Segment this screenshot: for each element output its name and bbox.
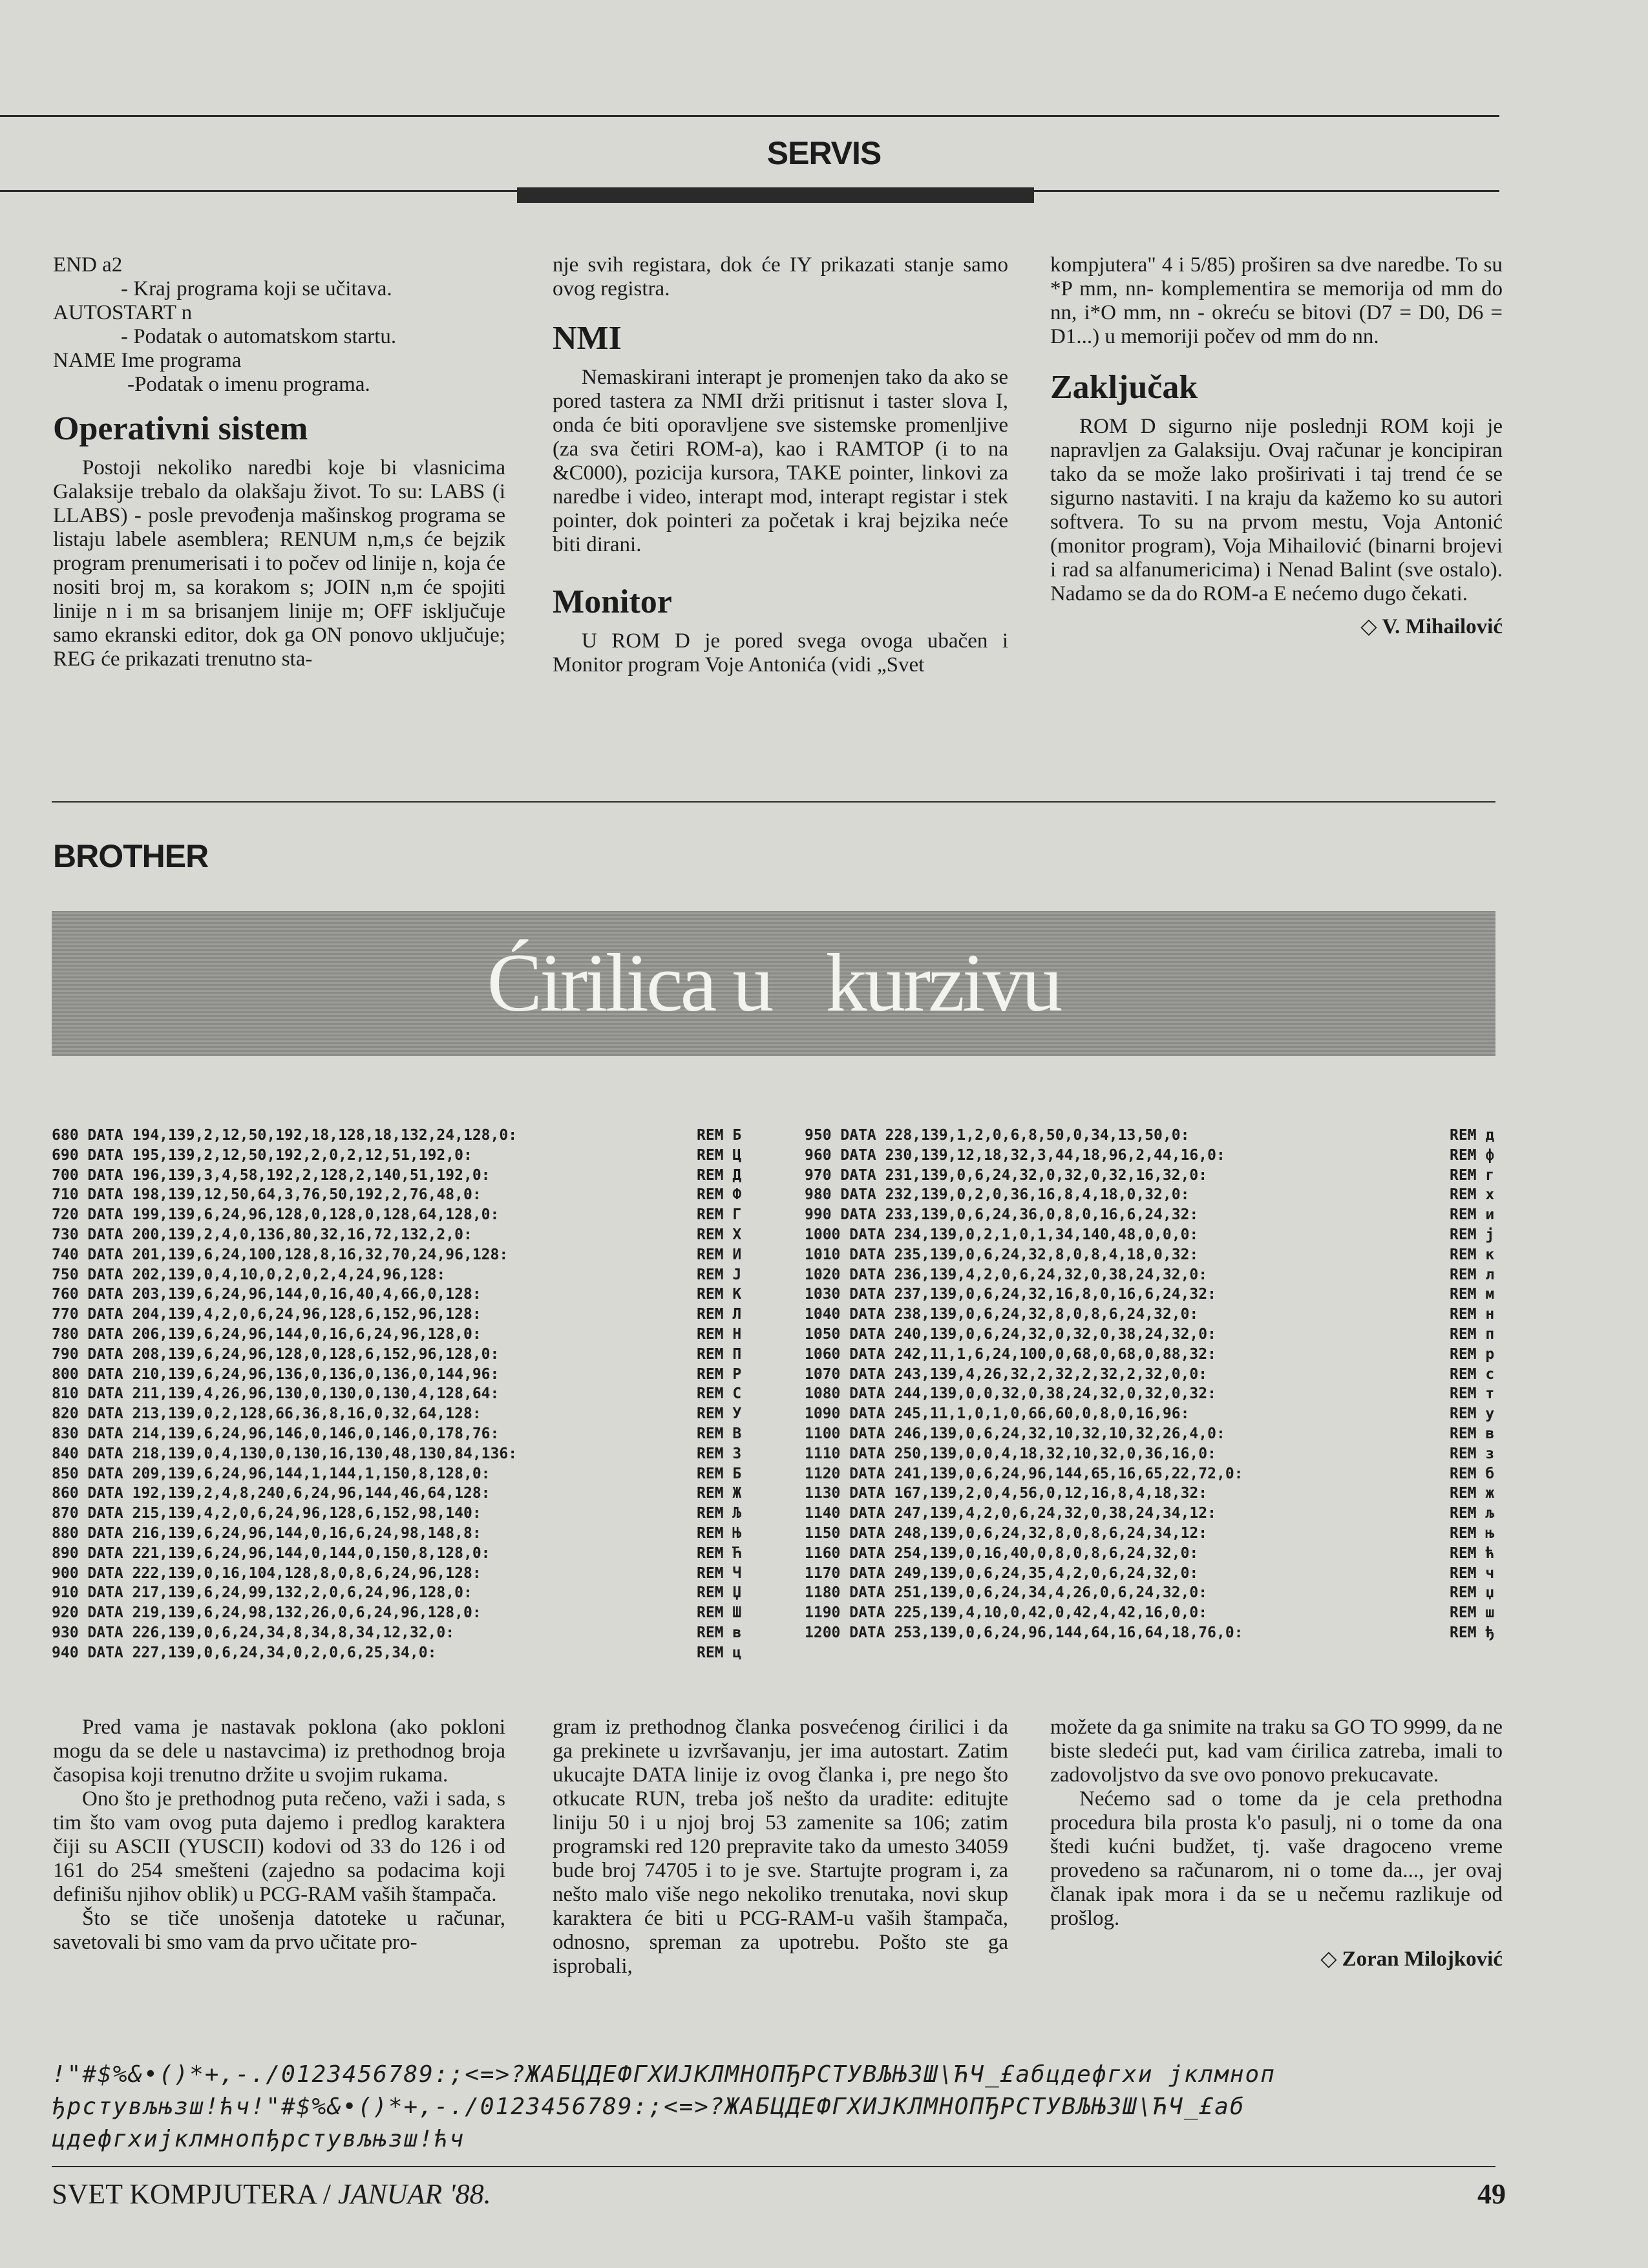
- listing-line: [52, 1464, 782, 1484]
- listing-rem: REM ч: [1450, 1564, 1495, 1582]
- listing-data: 970 DATA 231,139,0,6,24,32,0,32,0,32,16,32,0:: [805, 1166, 1208, 1184]
- listing-data: 1200 DATA 253,139,0,6,24,96,144,64,16,64,18,76,0:: [805, 1624, 1243, 1641]
- bottom-column-1: [53, 1716, 505, 1955]
- listing-line: [805, 1564, 1496, 1584]
- listing-data: 1100 DATA 246,139,0,6,24,32,10,32,10,32,26,4,0:: [805, 1425, 1225, 1442]
- bottom-signature-name: Zoran Milojković: [1342, 1948, 1503, 1971]
- listing-rem: REM к: [1450, 1246, 1495, 1263]
- header-accent-bar: [517, 187, 1034, 203]
- listing-data: 1190 DATA 225,139,4,10,0,42,0,42,4,42,16,0,0:: [805, 1604, 1208, 1622]
- listing-data: 1070 DATA 243,139,4,26,32,2,32,2,32,2,32,0,0:: [805, 1365, 1208, 1383]
- listing-rem: REM Б: [697, 1465, 742, 1482]
- top-column-2: [553, 253, 1008, 677]
- listing-line: [52, 1623, 782, 1643]
- article-title: Ćirilica u kurzivu: [487, 937, 1061, 1029]
- listing-line: [805, 1424, 1496, 1444]
- listing-data: 910 DATA 217,139,6,24,99,132,2,0,6,24,96,128,0:: [52, 1584, 472, 1602]
- listing-line: [52, 1504, 782, 1524]
- listing-rem: REM х: [1450, 1186, 1495, 1204]
- article-title-banner: [52, 911, 1495, 1056]
- listing-rem: REM В: [697, 1425, 742, 1442]
- paragraph-saving: možete da ga snimite na traku sa GO TO 9999, da ne biste sledeći put, kad vam ćirilica zatreba, imali to zadovoljstvo da sve ovo ponovo prekucavate.: [1050, 1716, 1503, 1787]
- listing-data: 720 DATA 199,139,6,24,96,128,0,128,0,128,64,128,0:: [52, 1206, 500, 1224]
- listing-line: [805, 1623, 1496, 1643]
- listing-data: 740 DATA 201,139,6,24,100,128,8,16,32,70,24,96,128:: [52, 1246, 509, 1263]
- listing-rem: REM П: [697, 1345, 742, 1363]
- listing-line: [52, 1564, 782, 1584]
- paragraph-monitor-cont: kompjutera" 4 i 5/85) proširen sa dve naredbe. To su *P mm, nn- komplementira se memorija od mm do nn, i*O mm, nn - okreću se bitovi (D7 = D0, D6 = D1...) u memoriji počev od mm do nn.: [1050, 253, 1503, 348]
- paragraph-intro: Pred vama je nastavak poklona (ako pokloni mogu da se dele u nastavcima) iz prethodnog broja časopisa koji trenutno držite u svojim rukama.: [53, 1716, 505, 1787]
- heading-monitor: Monitor: [553, 583, 672, 620]
- listing-data: 890 DATA 221,139,6,24,96,144,0,144,0,150,8,128,0:: [52, 1544, 491, 1562]
- listing-data: 1120 DATA 241,139,0,6,24,96,144,65,16,65,22,72,0:: [805, 1465, 1243, 1482]
- section-title: SERVIS: [766, 135, 882, 171]
- listing-line: [52, 1603, 782, 1623]
- listing-line: [52, 1444, 782, 1464]
- listing-data: 1010 DATA 235,139,0,6,24,32,8,0,8,4,18,0,32:: [805, 1246, 1199, 1263]
- listing-line: [52, 1146, 782, 1166]
- listing-rem: REM j: [1450, 1226, 1495, 1243]
- heading-nmi: NMI: [553, 320, 622, 357]
- listing-rem: REM в: [697, 1624, 742, 1641]
- listing-line: [805, 1265, 1496, 1285]
- listing-data: 880 DATA 216,139,6,24,96,144,0,16,6,24,98,148,8:: [52, 1524, 481, 1542]
- listing-rem: REM т: [1450, 1385, 1495, 1403]
- listing-data: 770 DATA 204,139,4,2,0,6,24,96,128,6,152,96,128:: [52, 1306, 481, 1323]
- listing-line: [805, 1166, 1496, 1186]
- listing-data: 1020 DATA 236,139,4,2,0,6,24,32,0,38,24,32,0:: [805, 1266, 1208, 1283]
- top-column-3: [1050, 253, 1503, 639]
- listing-rem: REM ђ: [1450, 1624, 1495, 1641]
- listing-rem: REM љ: [1450, 1505, 1495, 1522]
- listing-data: 1050 DATA 240,139,0,6,24,32,0,32,0,38,24,32,0:: [805, 1325, 1216, 1343]
- listing-rem: REM џ: [1450, 1584, 1495, 1602]
- listing-line: [805, 1464, 1496, 1484]
- listing-rem: REM К: [697, 1286, 742, 1303]
- listing-data: 690 DATA 195,139,2,12,50,192,2,0,2,12,51,192,0:: [52, 1146, 472, 1164]
- listing-line: [805, 1444, 1496, 1464]
- article-divider: [52, 801, 1495, 803]
- listing-line: [52, 1583, 782, 1603]
- listing-data: 920 DATA 219,139,6,24,98,132,26,0,6,24,96,128,0:: [52, 1604, 481, 1622]
- footer-magazine-name: SVET KOMPJUTERA /: [52, 2178, 331, 2210]
- paragraph-ascii: Ono što je prethodnog puta rečeno, važi i sada, s tim što vam ovog puta dajemo i predlog karaktera čiji su ASCII (YUSCII) kodovi od 33 do 126 i od 161 do 254 smešteni (zajedno sa podacima koji definišu njihov oblik) u PCG-RAM vaših štampača.: [53, 1787, 505, 1906]
- listing-rem: REM Г: [697, 1206, 742, 1224]
- listing-data: 700 DATA 196,139,3,4,58,192,2,128,2,140,51,192,0:: [52, 1166, 491, 1184]
- top-signature-name: V. Mihailović: [1382, 615, 1503, 638]
- diamond-outline-icon: ◇: [1320, 1948, 1337, 1971]
- listing-rem: REM Л: [697, 1306, 742, 1323]
- charset-line-3: цдефгхиjклмнопђрстувљњзш!ћч: [52, 2126, 465, 2152]
- page-number: 49: [1477, 2178, 1506, 2210]
- listing-line: [52, 1265, 782, 1285]
- listing-rem: REM Ц: [697, 1146, 742, 1164]
- listing-rem: REM Ч: [697, 1564, 742, 1582]
- listing-rem: REM Љ: [697, 1505, 742, 1522]
- listing-data: 950 DATA 228,139,1,2,0,6,8,50,0,34,13,50,0:: [805, 1127, 1190, 1144]
- listing-line: [52, 1484, 782, 1504]
- listing-data: 790 DATA 208,139,6,24,96,128,0,128,6,152,96,128,0:: [52, 1345, 500, 1363]
- listing-left: [52, 1126, 782, 1663]
- listing-data: 860 DATA 192,139,2,4,8,240,6,24,96,144,46,64,128:: [52, 1485, 491, 1502]
- listing-line: [805, 1504, 1496, 1524]
- listing-data: 870 DATA 215,139,4,2,0,6,24,96,128,6,152,98,140:: [52, 1505, 481, 1522]
- listing-data: 830 DATA 214,139,6,24,96,146,0,146,0,146,0,178,76:: [52, 1425, 500, 1442]
- listing-line: [805, 1484, 1496, 1504]
- listing-line: [52, 1424, 782, 1444]
- header-top-rule: [0, 115, 1499, 117]
- listing-line: [805, 1205, 1496, 1225]
- listing-line: [52, 1643, 782, 1663]
- listing-rem: REM и: [1450, 1206, 1495, 1224]
- listing-line: [52, 1404, 782, 1424]
- diamond-outline-icon: ◇: [1360, 615, 1377, 638]
- listing-line: [52, 1225, 782, 1245]
- listing-data: 1130 DATA 167,139,2,0,4,56,0,12,16,8,4,18,32:: [805, 1485, 1208, 1502]
- listing-rem: REM р: [1450, 1345, 1495, 1363]
- listing-line: [52, 1544, 782, 1564]
- listing-data: 840 DATA 218,139,0,4,130,0,130,16,130,48,130,84,136:: [52, 1445, 518, 1462]
- listing-line: [805, 1583, 1496, 1603]
- listing-line: [52, 1166, 782, 1186]
- listing-line: [805, 1345, 1496, 1365]
- listing-rem: REM Ф: [697, 1186, 742, 1204]
- top-column-1: [53, 253, 505, 671]
- listing-rem: REM ш: [1450, 1604, 1495, 1622]
- listing-rem: REM Њ: [697, 1524, 742, 1542]
- listing-rem: REM г: [1450, 1166, 1495, 1184]
- listing-line: [805, 1365, 1496, 1385]
- listing-line: [805, 1404, 1496, 1424]
- charset-line-2: ђрстувљњзш!ћч!"#$%&•()*+,-./0123456789:;<=>?ЖАБЦДЕФГХИJКЛМНОПЂРСТУВЉЊЗШ\ЋЧ_£аб: [52, 2094, 1245, 2120]
- listing-line: [52, 1285, 782, 1305]
- listing-line: [805, 1225, 1496, 1245]
- listing-data: 1080 DATA 244,139,0,0,32,0,38,24,32,0,32,0,32:: [805, 1385, 1216, 1403]
- listing-data: 1000 DATA 234,139,0,2,1,0,1,34,140,48,0,0,0:: [805, 1226, 1199, 1243]
- article-section-label: BROTHER: [53, 838, 209, 874]
- listing-data: 1160 DATA 254,139,0,16,40,0,8,0,8,6,24,32,0:: [805, 1544, 1199, 1562]
- listing-data: 1090 DATA 245,11,1,0,1,0,66,60,0,8,0,16,96:: [805, 1405, 1190, 1423]
- footer-magazine: [52, 2178, 491, 2210]
- paragraph-monitor: U ROM D je pored svega ovoga ubačen i Monitor program Voje Antonića (vidi „Svet: [553, 629, 1008, 677]
- listing-rem: REM у: [1450, 1405, 1495, 1423]
- listing-data: 940 DATA 227,139,0,6,24,34,0,2,0,6,25,34,0:: [52, 1644, 437, 1661]
- listing-rem: REM ц: [697, 1644, 742, 1661]
- listing-data: 850 DATA 209,139,6,24,96,144,1,144,1,150,8,128,0:: [52, 1465, 491, 1482]
- listing-rem: REM б: [1450, 1465, 1495, 1482]
- listing-rem: REM Ћ: [697, 1544, 742, 1562]
- listing-line: [52, 1384, 782, 1404]
- listing-data: 1150 DATA 248,139,0,6,24,32,8,0,8,6,24,34,12:: [805, 1524, 1208, 1542]
- listing-rem: REM м: [1450, 1286, 1495, 1303]
- param-name-desc: -Podatak o imenu programa.: [127, 373, 370, 396]
- listing-rem: REM њ: [1450, 1524, 1495, 1542]
- listing-data: 1060 DATA 242,11,1,6,24,100,0,68,0,68,0,88,32:: [805, 1345, 1216, 1363]
- listing-line: [52, 1185, 782, 1205]
- listing-line: [52, 1205, 782, 1225]
- listing-data: 1140 DATA 247,139,4,2,0,6,24,32,0,38,24,34,12:: [805, 1505, 1216, 1522]
- listing-data: 680 DATA 194,139,2,12,50,192,18,128,18,132,24,128,0:: [52, 1127, 518, 1144]
- listing-rem: REM Ж: [697, 1485, 742, 1502]
- listing-rem: REM J: [697, 1266, 742, 1283]
- listing-rem: REM Џ: [697, 1584, 742, 1602]
- listing-data: 1180 DATA 251,139,0,6,24,34,4,26,0,6,24,32,0:: [805, 1584, 1208, 1602]
- paragraph-closing: Nećemo sad o tome da je cela prethodna procedura bila prosta k'o pasulj, ni o tome da ona štedi kućni budžet, tj. vaše dragoceno vreme provedeno sa računarom, ni o tome da..., jer ovaj članak ipak mora i da se u nečemu razlikuje od prošlog.: [1050, 1787, 1503, 1930]
- listing-data: 1170 DATA 249,139,0,6,24,35,4,2,0,6,24,32,0:: [805, 1564, 1199, 1582]
- listing-line: [52, 1365, 782, 1385]
- listing-line: [805, 1285, 1496, 1305]
- paragraph-loading: Što se tiče unošenja datoteke u računar, savetovali bi smo vam da prvo učitate pro-: [53, 1907, 505, 1954]
- listing-data: 820 DATA 213,139,0,2,128,66,36,8,16,0,32,64,128:: [52, 1405, 481, 1423]
- listing-rem: REM в: [1450, 1425, 1495, 1442]
- listing-rem: REM Д: [697, 1166, 742, 1184]
- listing-data: 730 DATA 200,139,2,4,0,136,80,32,16,72,132,2,0:: [52, 1226, 472, 1243]
- listing-data: 710 DATA 198,139,12,50,64,3,76,50,192,2,76,48,0:: [52, 1186, 481, 1204]
- listing-rem: REM У: [697, 1405, 742, 1423]
- listing-line: [805, 1126, 1496, 1146]
- listing-line: [805, 1603, 1496, 1623]
- listing-rem: REM з: [1450, 1445, 1495, 1462]
- charset-line-1: !"#$%&•()*+,-./0123456789:;<=>?ЖАБЦДЕФГХИJКЛМНОПЂРСТУВЉЊЗШ\ЋЧ_£абцдефгхи jклмноп: [52, 2061, 1276, 2088]
- listing-line: [805, 1325, 1496, 1345]
- listing-data: 810 DATA 211,139,4,26,96,130,0,130,0,130,4,128,64:: [52, 1385, 500, 1403]
- listing-line: [52, 1126, 782, 1146]
- listing-right: [805, 1126, 1496, 1643]
- footer-issue: JANUAR '88.: [337, 2178, 491, 2210]
- param-end: END a2: [53, 253, 123, 277]
- paragraph-zakljucak: ROM D sigurno nije poslednji ROM koji je napravljen za Galaksiju. Ovaj računar je koncipiran tako da se može lako proširivati i taj trend će se sigurno nastaviti. I na kraju da kažemo ko su autori softvera. To su na prvom mestu, Voja Antonić (monitor program), Voja Mihailović (binarni brojevi i rad sa alfanumericima) i Nenad Balint (sve ostalo). Nadamo se da do ROM-a E nećemo dugo čekati.: [1050, 415, 1503, 605]
- param-autostart-desc: - Podatak o automatskom startu.: [121, 325, 397, 348]
- listing-rem: REM С: [697, 1385, 742, 1403]
- param-autostart: AUTOSTART n: [53, 301, 193, 324]
- listing-line: [805, 1245, 1496, 1265]
- listing-data: 1030 DATA 237,139,0,6,24,32,16,8,0,16,6,24,32:: [805, 1286, 1216, 1303]
- paragraph-instructions: gram iz prethodnog članka posvećenog ćirilici i da ga prekinete u izvršavanju, jer ima autostart. Zatim ukucajte DATA linije iz ovog članka i, pre nego što otkucate RUN, treba još nešto da uradite: editujte liniju 50 i u njoj broj 53 zamenite sa 106; zatim programski red 120 prepravite tako da umesto 34059 bude broj 74705 i to je sve. Startujte program i, za nešto malo više nego nekoliko trenutaka, novi skup karaktera će biti u PCG-RAM-u vaših štampača, odnosno, spreman za upotrebu. Pošto ste ga isprobali,: [553, 1716, 1008, 1978]
- listing-line: [52, 1524, 782, 1544]
- listing-rem: REM ф: [1450, 1146, 1495, 1164]
- listing-rem: REM ж: [1450, 1485, 1495, 1502]
- paragraph-registers: nje svih registara, dok će IY prikazati stanje samo ovog registra.: [553, 253, 1008, 300]
- bottom-column-2: [553, 1716, 1008, 1979]
- paragraph-nmi: Nemaskirani interapt je promenjen tako da ako se pored tastera za NMI drži pritisnut i taster slova I, onda će biti oporavljene sve sistemske promenljive (za sva četiri ROM-a), kao i RAMTOP (i to na &C000), pozicija kursora, TAKE pointer, linkovi za naredbe i video, interapt mod, interapt registar i stek pointer, dok pointeri za početak i kraj bejzika neće biti dirani.: [553, 366, 1008, 556]
- listing-data: 780 DATA 206,139,6,24,96,144,0,16,6,24,96,128,0:: [52, 1325, 481, 1343]
- listing-line: [52, 1325, 782, 1345]
- listing-line: [805, 1305, 1496, 1325]
- listing-data: 900 DATA 222,139,0,16,104,128,8,0,8,6,24,96,128:: [52, 1564, 481, 1582]
- param-end-desc: - Kraj programa koji se učitava.: [121, 277, 392, 300]
- listing-data: 1110 DATA 250,139,0,0,4,18,32,10,32,0,36,16,0:: [805, 1445, 1216, 1462]
- listing-rem: REM ћ: [1450, 1544, 1495, 1562]
- paragraph-operativni-sistem: Postoji nekoliko naredbi koje bi vlasnicima Galaksije trebalo da olakšaju život. To su: LABS (i LLABS) - posle prevođenja mašinskog programa se listaju labele asemblera; RENUM n,m,s će bejzik program prenumerisati i to počev od linije n, koja će nositi broj m, sa korakom s; JOIN n,m će spojiti linije n i m sa brisanjem linije m; OFF isključuje samo ekranski editor, dok ga ON ponovo uključuje; REG će prikazati trenutno sta-: [53, 456, 505, 671]
- listing-rem: REM Б: [697, 1127, 742, 1144]
- heading-zakljucak: Zaključak: [1050, 369, 1198, 406]
- listing-rem: REM п: [1450, 1325, 1495, 1343]
- listing-rem: REM Х: [697, 1226, 742, 1243]
- listing-line: [52, 1345, 782, 1365]
- footer-rule: [52, 2166, 1495, 2167]
- listing-line: [805, 1146, 1496, 1166]
- bottom-signature: [1050, 1948, 1503, 1971]
- listing-line: [805, 1544, 1496, 1564]
- listing-rem: REM Н: [697, 1325, 742, 1343]
- param-name: NAME Ime programa: [53, 349, 242, 372]
- listing-line: [52, 1305, 782, 1325]
- listing-rem: REM Р: [697, 1365, 742, 1383]
- listing-line: [52, 1245, 782, 1265]
- listing-line: [805, 1524, 1496, 1544]
- bottom-column-3: [1050, 1716, 1503, 1971]
- listing-data: 930 DATA 226,139,0,6,24,34,8,34,8,34,12,32,0:: [52, 1624, 455, 1641]
- listing-rem: REM с: [1450, 1365, 1495, 1383]
- listing-data: 960 DATA 230,139,12,18,32,3,44,18,96,2,44,16,0:: [805, 1146, 1225, 1164]
- listing-rem: REM З: [697, 1445, 742, 1462]
- listing-rem: REM л: [1450, 1266, 1495, 1283]
- listing-rem: REM д: [1450, 1127, 1495, 1144]
- top-signature: [1050, 615, 1503, 639]
- listing-rem: REM н: [1450, 1306, 1495, 1323]
- listing-data: 760 DATA 203,139,6,24,96,144,0,16,40,4,66,0,128:: [52, 1286, 481, 1303]
- listing-rem: REM И: [697, 1246, 742, 1263]
- listing-rem: REM Ш: [697, 1604, 742, 1622]
- listing-data: 990 DATA 233,139,0,6,24,36,0,8,0,16,6,24,32:: [805, 1206, 1199, 1224]
- listing-data: 750 DATA 202,139,0,4,10,0,2,0,2,4,24,96,128:: [52, 1266, 446, 1283]
- listing-data: 980 DATA 232,139,0,2,0,36,16,8,4,18,0,32,0:: [805, 1186, 1190, 1204]
- listing-data: 1040 DATA 238,139,0,6,24,32,8,0,8,6,24,32,0:: [805, 1306, 1199, 1323]
- listing-line: [805, 1384, 1496, 1404]
- listing-data: 800 DATA 210,139,6,24,96,136,0,136,0,136,0,144,96:: [52, 1365, 500, 1383]
- heading-operativni-sistem: Operativni sistem: [53, 410, 308, 447]
- listing-line: [805, 1185, 1496, 1205]
